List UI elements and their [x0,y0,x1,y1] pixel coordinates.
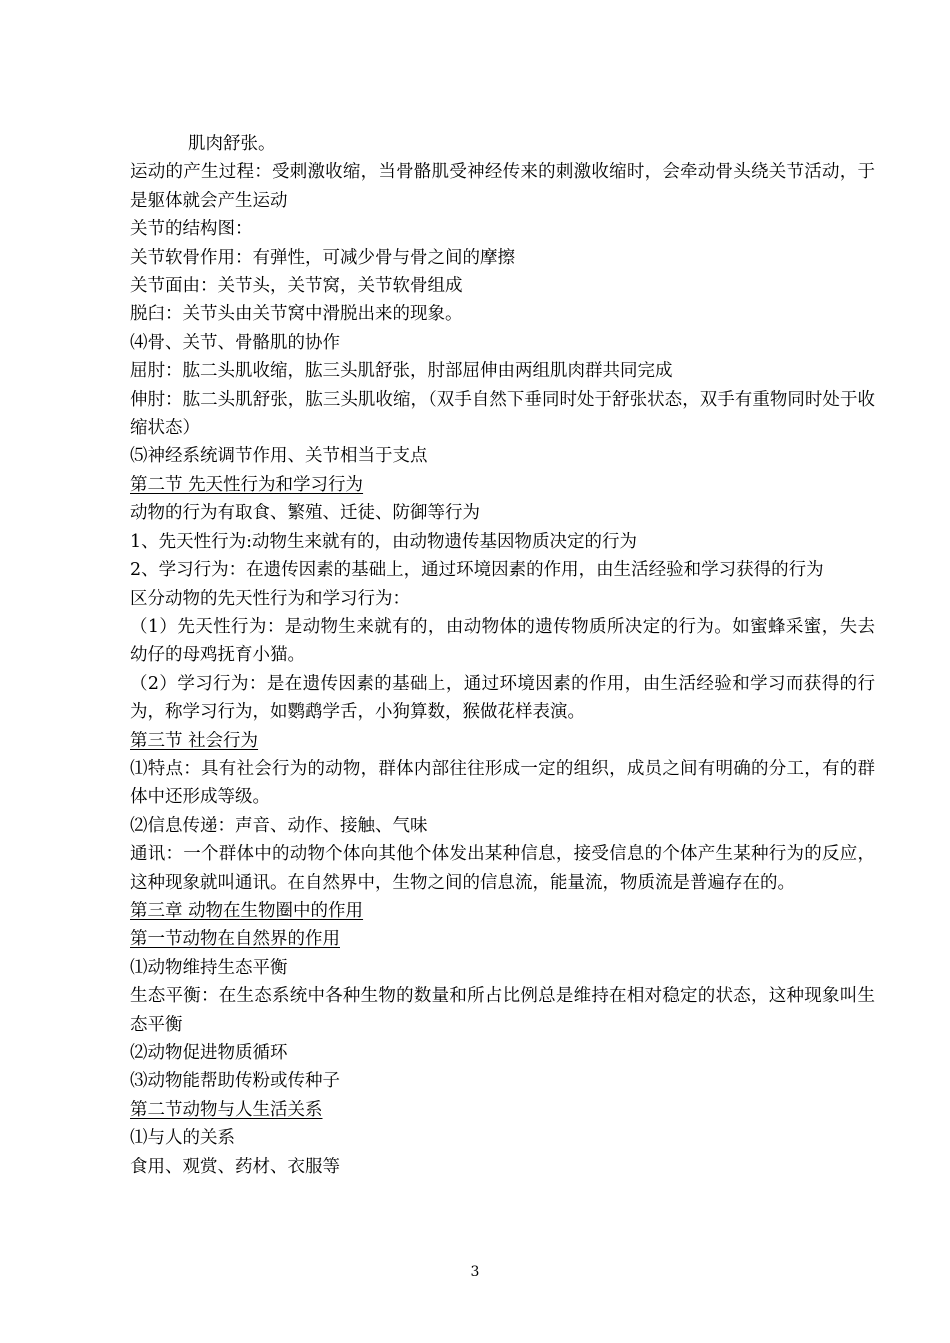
text-line: （2）学习行为：是在遗传因素的基础上，通过环境因素的作用，由生活经验和学习而获得的行为，称学习行为，如鹦鹉学舌，小狗算数，猴做花样表演。 [130,673,875,723]
text-line: 屈肘：肱二头肌收缩，肱三头肌舒张，肘部屈伸由两组肌肉群共同完成 [130,361,673,382]
text-line: 2、学习行为：在遗传因素的基础上，通过环境因素的作用，由生活经验和学习获得的行为 [130,560,824,581]
text-line: 运动的产生过程：受刺激收缩，当骨骼肌受神经传来的刺激收缩时，会牵动骨头绕关节活动，于是躯体就会产生运动 [130,162,875,211]
text-line: （1）先天性行为：是动物生来就有的，由动物体的遗传物质所决定的行为。如蜜蜂采蜜，失去幼仔的母鸡抚育小猫。 [130,616,875,666]
heading-text: 第二节 先天性行为和学习行为 [130,474,364,495]
text-line: 脱臼：关节头由关节窝中滑脱出来的现象。 [130,304,463,325]
heading-text: 第三节 社会行为 [130,730,259,751]
section-heading-human-relation [130,1096,875,1124]
heading-text: 第一节动物在自然界的作用 [130,929,340,950]
text-line: ⑶动物能帮助传粉或传种子 [130,1071,340,1092]
text-line: 伸肘：肱二头肌舒张，肱三头肌收缩，（双手自然下垂同时处于舒张状态，双手有重物同时处于收缩状态） [130,389,875,439]
text-line: 动物的行为有取食、繁殖、迁徒、防御等行为 [130,503,480,524]
text-line: 生态平衡：在生态系统中各种生物的数量和所占比例总是维持在相对稳定的状态，这种现象叫生态平衡 [130,986,875,1035]
text-line: 关节的结构图： [130,219,253,240]
heading-text: 第二节动物与人生活关系 [130,1099,323,1120]
section-heading-social-behavior [130,727,875,755]
section-heading-nature-role [130,925,875,953]
section-heading-innate-learned-behavior [130,471,875,499]
text-line: ⑴与人的关系 [130,1128,235,1149]
text-line: ⑵信息传递：声音、动作、接触、气味 [130,815,428,836]
text-line: ⑴特点：具有社会行为的动物，群体内部往往形成一定的组织，成员之间有明确的分工，有的群体中还形成等级。 [130,758,875,808]
text-line: ⑸神经系统调节作用、关节相当于支点 [130,446,428,467]
text-line: 肌肉舒张。 [188,134,276,154]
text-line: ⑷骨、关节、骨骼肌的协作 [130,332,340,353]
text-line: 食用、观赏、药材、衣服等 [130,1156,340,1177]
text-line: 关节软骨作用：有弹性，可减少骨与骨之间的摩擦 [130,247,515,268]
document-body [130,130,875,1181]
heading-text: 第三章 动物在生物圈中的作用 [130,900,364,921]
text-line: 关节面由：关节头，关节窝，关节软骨组成 [130,276,463,297]
page-number: 3 [470,1264,480,1280]
text-line: ⑴动物维持生态平衡 [130,957,288,978]
text-line: 通讯：一个群体中的动物个体向其他个体发出某种信息，接受信息的个体产生某种行为的反应，这种现象就叫通讯。在自然界中，生物之间的信息流，能量流，物质流是普遍存在的。 [130,844,875,893]
text-line: 区分动物的先天性行为和学习行为： [130,588,410,609]
chapter-heading-animal-role [130,897,875,925]
text-line: ⑵动物促进物质循环 [130,1043,288,1063]
text-line: 1、先天性行为:动物生来就有的，由动物遗传基因物质决定的行为 [130,531,638,552]
